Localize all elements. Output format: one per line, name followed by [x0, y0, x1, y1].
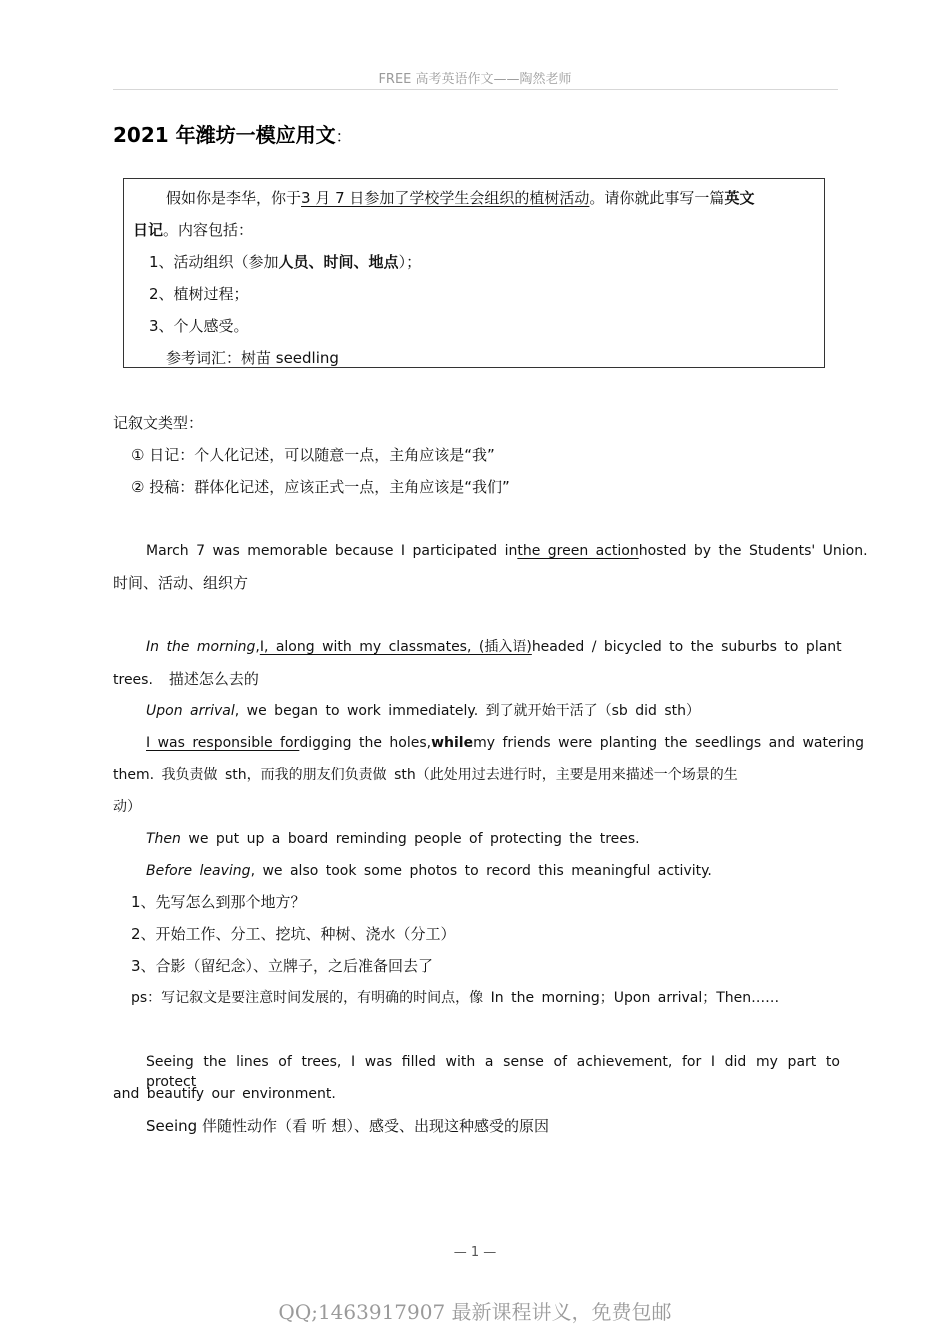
task-text: 。内容包括：: [163, 221, 254, 239]
body-sentence-2: [146, 701, 700, 721]
body-text: , we also took some photos to record this meaningful activity.: [250, 863, 712, 879]
ending-note: Seeing 伴随性动作（看 听 想）、感受、出现这种感受的原因: [146, 1117, 549, 1135]
task-vocab: 参考词汇：树苗 seedling: [166, 349, 339, 367]
time-phrase: Upon arrival: [146, 703, 235, 719]
ending-sentence: Seeing the lines of trees, I was filled with a sense of achievement, for I did my part to protect: [146, 1054, 840, 1090]
note-1: 1、先写怎么到那个地方？: [131, 893, 306, 911]
task-text: 。请你就此事写一篇: [589, 189, 725, 207]
task-underlined: 3 月 7 日参加了学校学生会组织的植树活动: [301, 189, 590, 207]
task-item-1: [149, 252, 421, 272]
promo-footer: QQ;1463917907 最新课程讲义，免费包邮: [278, 1300, 672, 1324]
opening-sentence: [146, 541, 868, 561]
note-ps: ps：写记叙文是要注意时间发展的，有明确的时间点，像 In the morning；Upon arrival；Then……: [131, 990, 780, 1006]
task-item-2: 2、植树过程；: [149, 285, 249, 303]
task-text: ）；: [398, 253, 422, 271]
body-sentence-1: [146, 637, 840, 657]
opening-underlined: the green action: [517, 543, 639, 559]
note-3: 3、合影（留纪念）、立牌子，之后准备回去了: [131, 957, 434, 975]
task-line-1: [166, 188, 754, 208]
note-2: 2、开始工作、分工、挖坑、种树、浇水（分工）: [131, 925, 456, 943]
body-underlined: I was responsible for: [146, 735, 300, 751]
task-line-2: [133, 220, 253, 240]
body-text: trees.: [113, 672, 153, 688]
task-item-3: 3、个人感受。: [149, 317, 249, 335]
page-header: FREE 高考英语作文——陶然老师: [378, 72, 572, 87]
body-sentence-1-cont: [113, 669, 259, 690]
task-text: 假如你是李华，你于: [166, 189, 302, 207]
body-bold: while: [431, 735, 474, 751]
types-heading: 记叙文类型：: [113, 414, 204, 432]
header-divider: [113, 89, 838, 90]
body-text: ,: [255, 639, 260, 655]
task-bold: 人员、时间、地点: [278, 253, 399, 271]
task-bold: 日记: [133, 221, 164, 239]
opening-note: 时间、活动、组织方: [113, 574, 249, 592]
page-number: — 1 —: [453, 1245, 497, 1260]
body-note: 描述怎么去的: [168, 670, 259, 688]
type-submission: ② 投稿：群体化记述，应该正式一点，主角应该是“我们”: [131, 478, 510, 496]
body-sentence-3: [146, 733, 864, 753]
body-sentence-4: [146, 829, 640, 849]
body-sentence-3-end: 动）: [113, 799, 141, 815]
ending-sentence-cont: and beautify our environment.: [113, 1086, 336, 1102]
body-sentence-5: [146, 861, 712, 881]
opening-text: March 7 was memorable because I participated in: [146, 543, 518, 559]
title-text: 2021 年潍坊一模应用文: [113, 123, 336, 147]
type-diary: ① 日记：个人化记述，可以随意一点，主角应该是“我”: [131, 446, 495, 464]
body-underlined: I, along with my classmates, (插入语): [259, 639, 532, 655]
body-text: , we began to work immediately. 到了就开始干活了（sb did sth）: [234, 703, 701, 719]
body-text: headed / bicycled to the suburbs to plant: [531, 639, 842, 655]
title-colon: ：: [335, 127, 352, 146]
body-sentence-3-cont: them. 我负责做 sth，而我的朋友们负责做 sth（此处用过去进行时，主要是用来描述一个场景的生: [113, 767, 738, 783]
opening-text: hosted by the Students' Union.: [638, 543, 868, 559]
task-text: 1、活动组织（参加: [149, 253, 279, 271]
time-phrase: Then: [146, 831, 181, 847]
page-title: [113, 119, 352, 148]
time-phrase: Before leaving: [146, 863, 251, 879]
body-text: we put up a board reminding people of protecting the trees.: [188, 831, 640, 847]
task-bold: 英文: [724, 189, 755, 207]
time-phrase: In the morning: [146, 639, 256, 655]
body-text: my friends were planting the seedlings and watering: [473, 735, 864, 751]
body-text: digging the holes,: [299, 735, 432, 751]
